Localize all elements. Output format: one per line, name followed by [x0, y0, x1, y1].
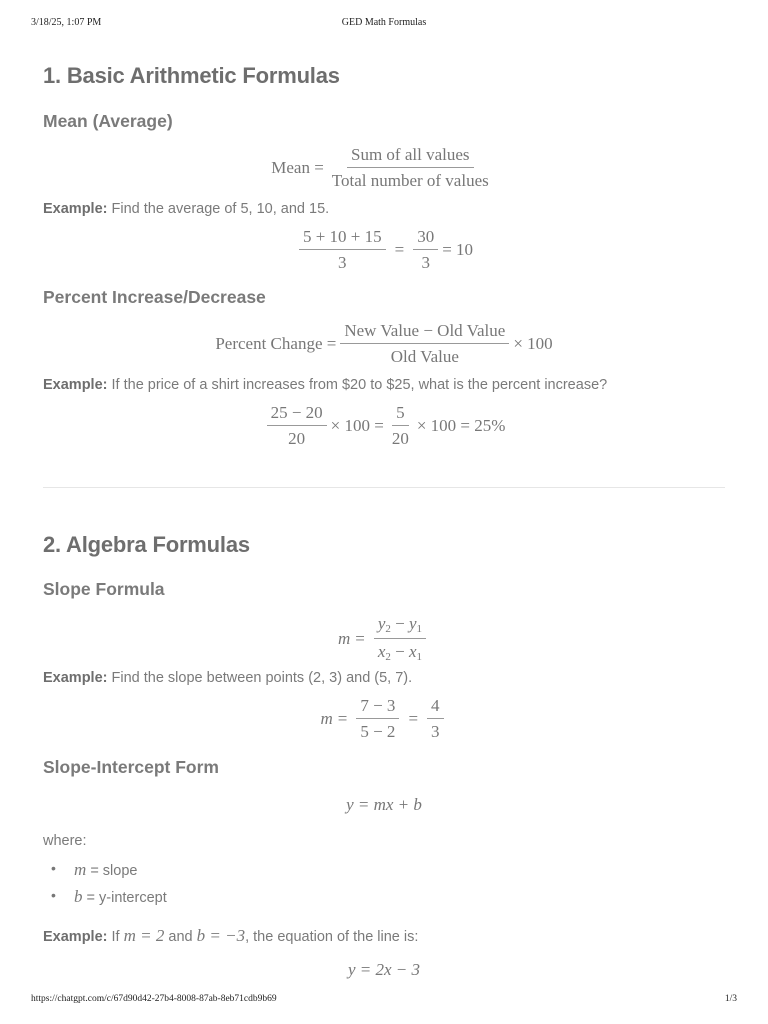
variable-symbol: m	[74, 860, 87, 879]
print-datetime: 3/18/25, 1:07 PM	[31, 17, 102, 28]
equals-sign: =	[337, 708, 348, 728]
subheading-mean: Mean (Average)	[43, 111, 173, 131]
slope-formula-numerator	[374, 614, 426, 639]
variable-description: = slope	[90, 863, 138, 879]
minus-sign: −	[395, 641, 405, 661]
print-page-number: 1/3	[724, 994, 737, 1004]
slope-formula-denominator	[374, 639, 426, 664]
print-url: https://chatgpt.com/c/67d90d42-27b4-8008-87ab-8eb71cdb9b69	[31, 994, 277, 1004]
work-denominator: 3	[338, 252, 347, 272]
slope-example	[43, 670, 412, 686]
example-text: Find the slope between points (2, 3) and (5, 7).	[111, 670, 413, 686]
mean-formula-fraction	[328, 145, 493, 190]
x-variable: x	[408, 641, 417, 661]
subheading-slope-intercept: Slope-Intercept Form	[43, 757, 219, 777]
percent-formula-numerator: New Value − Old Value	[340, 321, 509, 344]
mean-formula-numerator: Sum of all values	[347, 145, 474, 168]
work-denominator: 20	[288, 428, 306, 448]
slope-formula	[0, 614, 768, 663]
subscript: 1	[416, 623, 423, 635]
work-denominator: 20	[391, 428, 409, 448]
work-result: = 10	[442, 239, 474, 259]
percent-formula-fraction	[340, 321, 509, 366]
y-variable: y	[377, 614, 386, 633]
list-item	[43, 860, 167, 887]
work-denominator: 3	[431, 721, 440, 741]
subheading-percent: Percent Increase/Decrease	[43, 287, 266, 307]
slope-variable: m	[320, 708, 333, 728]
subheading-slope: Slope Formula	[43, 579, 165, 599]
percent-example-work	[0, 403, 768, 448]
work-fraction	[413, 227, 438, 272]
section-heading-algebra: 2. Algebra Formulas	[43, 532, 250, 557]
inline-math: b = −3	[196, 926, 246, 945]
intercept-example	[43, 926, 418, 946]
mean-formula-denominator: Total number of values	[331, 170, 489, 190]
print-title: GED Math Formulas	[341, 17, 427, 28]
percent-example	[43, 377, 607, 393]
variable-list	[43, 860, 167, 914]
section-heading-arithmetic: 1. Basic Arithmetic Formulas	[43, 63, 340, 88]
slope-example-work	[0, 696, 768, 741]
mean-example-work	[0, 227, 768, 272]
equals-sign: =	[408, 708, 419, 728]
y-variable: y	[408, 614, 417, 633]
slope-formula-fraction	[374, 614, 426, 663]
example-text: Find the average of 5, 10, and 15.	[111, 201, 330, 217]
work-numerator: 4	[427, 696, 444, 719]
example-label: Example:	[43, 201, 108, 217]
work-fraction	[427, 696, 444, 741]
work-fraction	[388, 403, 413, 448]
where-label: where:	[43, 833, 87, 849]
work-operator: × 100 =	[330, 415, 384, 435]
mean-example	[43, 201, 329, 217]
work-denominator: 5 − 2	[360, 721, 396, 741]
section-divider	[43, 487, 725, 488]
percent-formula-denominator: Old Value	[390, 346, 459, 366]
example-text: , the equation of the line is:	[245, 929, 419, 945]
subscript: 1	[416, 650, 423, 663]
slope-intercept-formula: y = mx + b	[346, 795, 422, 814]
percent-formula-lhs: Percent Change =	[215, 333, 337, 353]
work-numerator: 30	[413, 227, 438, 250]
work-fraction	[267, 403, 327, 448]
subscript: 2	[385, 650, 391, 663]
x-variable: x	[377, 641, 386, 661]
example-text: and	[168, 929, 193, 945]
example-label: Example:	[43, 929, 108, 945]
percent-formula	[0, 321, 768, 366]
minus-sign: −	[395, 614, 405, 633]
slope-variable: m	[337, 628, 351, 648]
example-text: If the price of a shirt increases from $20 to $25, what is the percent increase?	[111, 377, 608, 393]
subscript: 2	[385, 623, 391, 635]
work-numerator: 7 − 3	[356, 696, 399, 719]
example-text: If	[111, 929, 120, 945]
variable-description: = y-intercept	[86, 890, 167, 906]
equals-sign: =	[394, 239, 405, 259]
work-numerator: 5	[392, 403, 409, 426]
equals-sign: =	[355, 628, 365, 648]
work-result: × 100 = 25%	[416, 415, 506, 435]
variable-symbol: b	[74, 887, 83, 906]
example-label: Example:	[43, 670, 108, 686]
work-numerator: 5 + 10 + 15	[299, 227, 386, 250]
inline-math: m = 2	[123, 926, 165, 945]
work-fraction	[299, 227, 386, 272]
example-label: Example:	[43, 377, 108, 393]
work-numerator: 25 − 20	[267, 403, 327, 426]
percent-formula-multiplier: × 100	[513, 333, 553, 353]
work-denominator: 3	[421, 252, 430, 272]
example-line-equation: y = 2x − 3	[347, 960, 421, 979]
work-fraction	[356, 696, 399, 741]
mean-formula-lhs: Mean =	[271, 157, 324, 177]
list-item	[43, 887, 167, 914]
mean-formula	[0, 145, 768, 190]
